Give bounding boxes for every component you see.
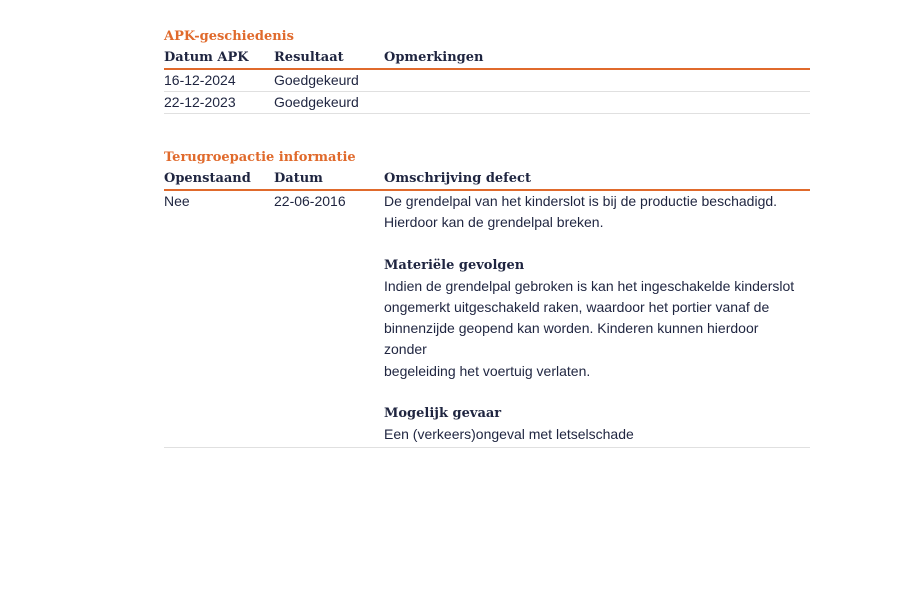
- possible-danger-text: Een (verkeers)ongeval met letselschade: [384, 426, 634, 443]
- material-line: begeleiding het voertuig verlaten.: [384, 362, 591, 379]
- defect-line: Hierdoor kan de grendelpal breken.: [384, 214, 604, 231]
- material-line: binnenzijde geopend kan worden. Kinderen kunnen hierdoor zonder: [384, 320, 759, 358]
- recall-open-status: Nee: [164, 193, 190, 209]
- apk-date: 22-12-2023: [164, 94, 236, 110]
- material-line: ongemerkt uitgeschakeld raken, waardoor het portier vanaf de: [384, 298, 770, 315]
- recall-table-header: [164, 168, 810, 191]
- header-opmerkingen: Opmerkingen: [384, 50, 484, 65]
- recall-section: [164, 148, 810, 448]
- material-consequences-heading: Materiële gevolgen: [384, 257, 525, 273]
- defect-line: De grendelpal van het kinderslot is bij de productie beschadigd.: [384, 193, 778, 209]
- apk-history-section: [164, 27, 810, 114]
- apk-remarks: [384, 70, 810, 91]
- header-datum: Datum: [274, 171, 323, 186]
- recall-defect-description: [384, 191, 810, 445]
- header-omschrijving-defect: Omschrijving defect: [384, 171, 531, 186]
- apk-result: Goedgekeurd: [274, 94, 359, 110]
- apk-table-header: [164, 47, 810, 70]
- apk-date: 16-12-2024: [164, 72, 236, 88]
- header-datum-apk: Datum APK: [164, 50, 249, 65]
- table-row: [164, 191, 810, 448]
- recall-title: Terugroepactie informatie: [164, 150, 356, 165]
- apk-history-title: APK-geschiedenis: [164, 29, 294, 44]
- possible-danger-heading: Mogelijk gevaar: [384, 406, 502, 422]
- apk-remarks: [384, 92, 810, 113]
- header-openstaand: Openstaand: [164, 171, 251, 186]
- apk-result: Goedgekeurd: [274, 72, 359, 88]
- table-row: [164, 92, 810, 114]
- recall-date: 22-06-2016: [274, 193, 346, 209]
- header-resultaat: Resultaat: [274, 50, 344, 65]
- table-row: [164, 70, 810, 92]
- material-line: Indien de grendelpal gebroken is kan het ingeschakelde kinderslot: [384, 277, 795, 294]
